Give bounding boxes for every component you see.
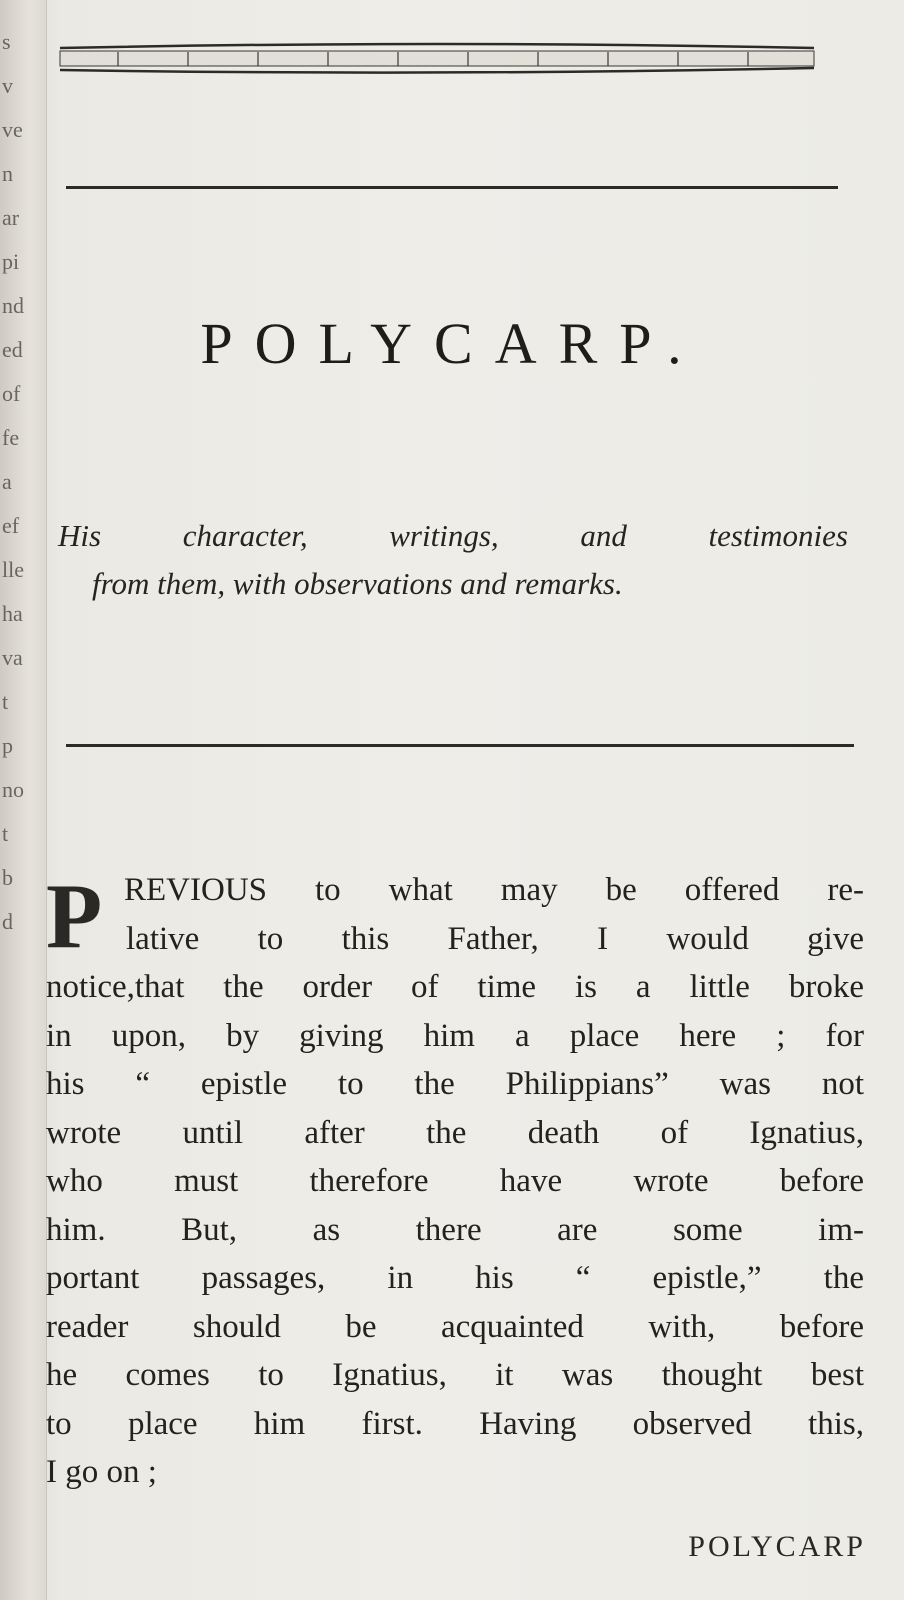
top-rule xyxy=(66,186,838,189)
body-line: who must therefore have wrote before xyxy=(46,1163,864,1199)
facing-page-gutter xyxy=(0,0,47,1600)
body-line: notice,that the order of time is a little broke xyxy=(46,969,864,1005)
body-line: lative to this Father, I would give xyxy=(126,920,864,957)
facing-page-fragments: s v ve n ar pi nd ed of fe a ef lle ha va t p no t b d xyxy=(2,29,24,934)
header-ornament xyxy=(58,42,816,76)
subtitle-line-2: from them, with observations and remarks. xyxy=(92,566,623,601)
body-line: him. But, as there are some im- xyxy=(46,1211,864,1248)
body-line: reader should be acquainted with, before xyxy=(46,1308,864,1345)
body-line: in upon, by giving him a place here ; for xyxy=(46,1017,864,1054)
bottom-rule xyxy=(66,744,854,747)
drop-capital: P xyxy=(46,865,103,967)
subtitle-line-1: His character, writings, and testimonies xyxy=(58,518,848,553)
body-paragraph xyxy=(46,866,864,1497)
body-line: wrote until after the death of Ignatius, xyxy=(46,1114,864,1151)
body-line: his “ epistle to the Philippians” was not xyxy=(46,1066,864,1102)
body-line: REVIOUS to what may be offered re- xyxy=(124,872,864,908)
body-line: he comes to Ignatius, it was thought best xyxy=(46,1357,864,1393)
body-line: portant passages, in his “ epistle,” the xyxy=(46,1260,864,1296)
chapter-title: POLYCARP. xyxy=(200,311,704,376)
body-line: I go on ; xyxy=(46,1454,157,1490)
body-line: to place him first. Having observed this, xyxy=(46,1405,864,1442)
chapter-subtitle xyxy=(58,512,848,608)
catchword: POLYCARP xyxy=(688,1530,866,1563)
